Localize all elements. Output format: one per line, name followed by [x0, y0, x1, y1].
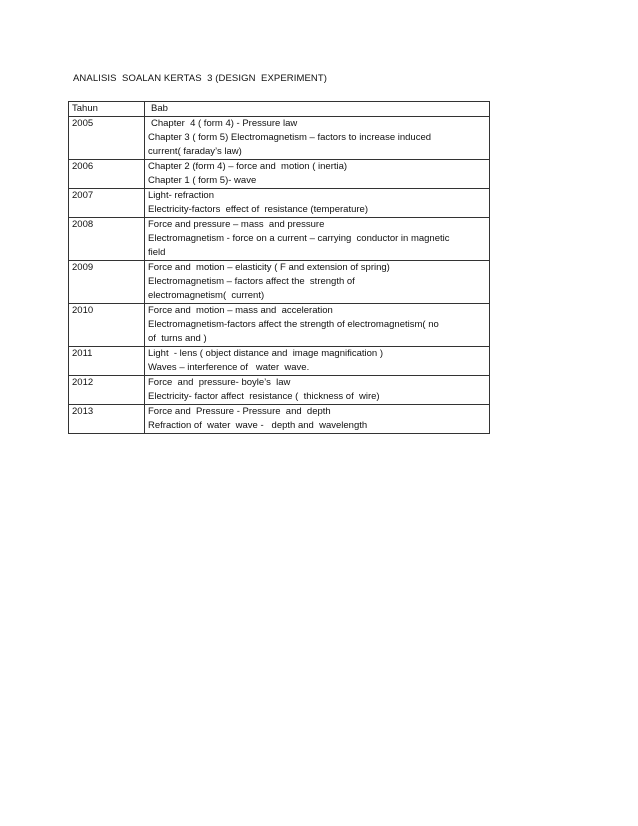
topic-line: Chapter 4 ( form 4) - Pressure law — [151, 118, 298, 129]
topic-line: Force and Pressure - Pressure and depth — [148, 406, 331, 417]
topic-line: Light - lens ( object distance and image magnification ) — [148, 348, 383, 359]
topic-line: Force and pressure- boyle’s law — [148, 377, 291, 388]
year-cell: 2010 — [69, 304, 145, 347]
topic-cell — [145, 376, 490, 405]
topic-line: Electromagnetism - force on a current – carrying conductor in magnetic — [148, 233, 450, 244]
topic-line: Force and motion – mass and acceleration — [148, 305, 333, 316]
header-year: Tahun — [69, 102, 145, 117]
topic-cell — [145, 218, 490, 261]
table-header-row — [69, 102, 490, 117]
topic-cell — [145, 160, 490, 189]
topic-line: Chapter 3 ( form 5) Electromagnetism – factors to increase induced — [148, 132, 432, 143]
topic-line: of turns and ) — [148, 333, 207, 344]
topic-line: Waves – interference of water wave. — [148, 362, 310, 373]
topic-cell — [145, 405, 490, 434]
topic-line: Electricity-factors effect of resistance (temperature) — [148, 204, 368, 215]
table-row — [69, 117, 490, 160]
topic-line: electromagnetism( current) — [148, 290, 265, 301]
topic-cell — [145, 117, 490, 160]
topic-line: Refraction of water wave - depth and wavelength — [148, 420, 368, 431]
header-topic-label: Bab — [151, 103, 168, 114]
year-cell: 2007 — [69, 189, 145, 218]
table-row — [69, 160, 490, 189]
topic-line: Force and pressure – mass and pressure — [148, 219, 325, 230]
table-row — [69, 304, 490, 347]
topic-line: field — [148, 247, 166, 258]
year-cell: 2009 — [69, 261, 145, 304]
year-cell: 2011 — [69, 347, 145, 376]
year-cell: 2005 — [69, 117, 145, 160]
page-title: ANALISIS SOALAN KERTAS 3 (DESIGN EXPERIMENT) — [73, 73, 328, 84]
topic-line: Electromagnetism-factors affect the strength of electromagnetism( no — [148, 319, 439, 330]
topic-cell — [145, 304, 490, 347]
year-cell: 2013 — [69, 405, 145, 434]
topic-cell — [145, 189, 490, 218]
table-row — [69, 376, 490, 405]
table-row — [69, 347, 490, 376]
exam-analysis-table — [68, 101, 490, 434]
topic-line: Force and motion – elasticity ( F and extension of spring) — [148, 262, 390, 273]
table-row — [69, 405, 490, 434]
topic-cell — [145, 261, 490, 304]
year-cell: 2012 — [69, 376, 145, 405]
topic-line: current( faraday’s law) — [148, 146, 242, 157]
table-row — [69, 261, 490, 304]
table-row — [69, 218, 490, 261]
year-cell: 2008 — [69, 218, 145, 261]
topic-line: Electromagnetism – factors affect the strength of — [148, 276, 355, 287]
topic-line: Light- refraction — [148, 190, 215, 201]
topic-cell — [145, 347, 490, 376]
year-cell: 2006 — [69, 160, 145, 189]
topic-line: Electricity- factor affect resistance ( thickness of wire) — [148, 391, 380, 402]
header-topic — [145, 102, 490, 117]
topic-line: Chapter 2 (form 4) – force and motion ( inertia) — [148, 161, 348, 172]
topic-line: Chapter 1 ( form 5)- wave — [148, 175, 257, 186]
table-row — [69, 189, 490, 218]
